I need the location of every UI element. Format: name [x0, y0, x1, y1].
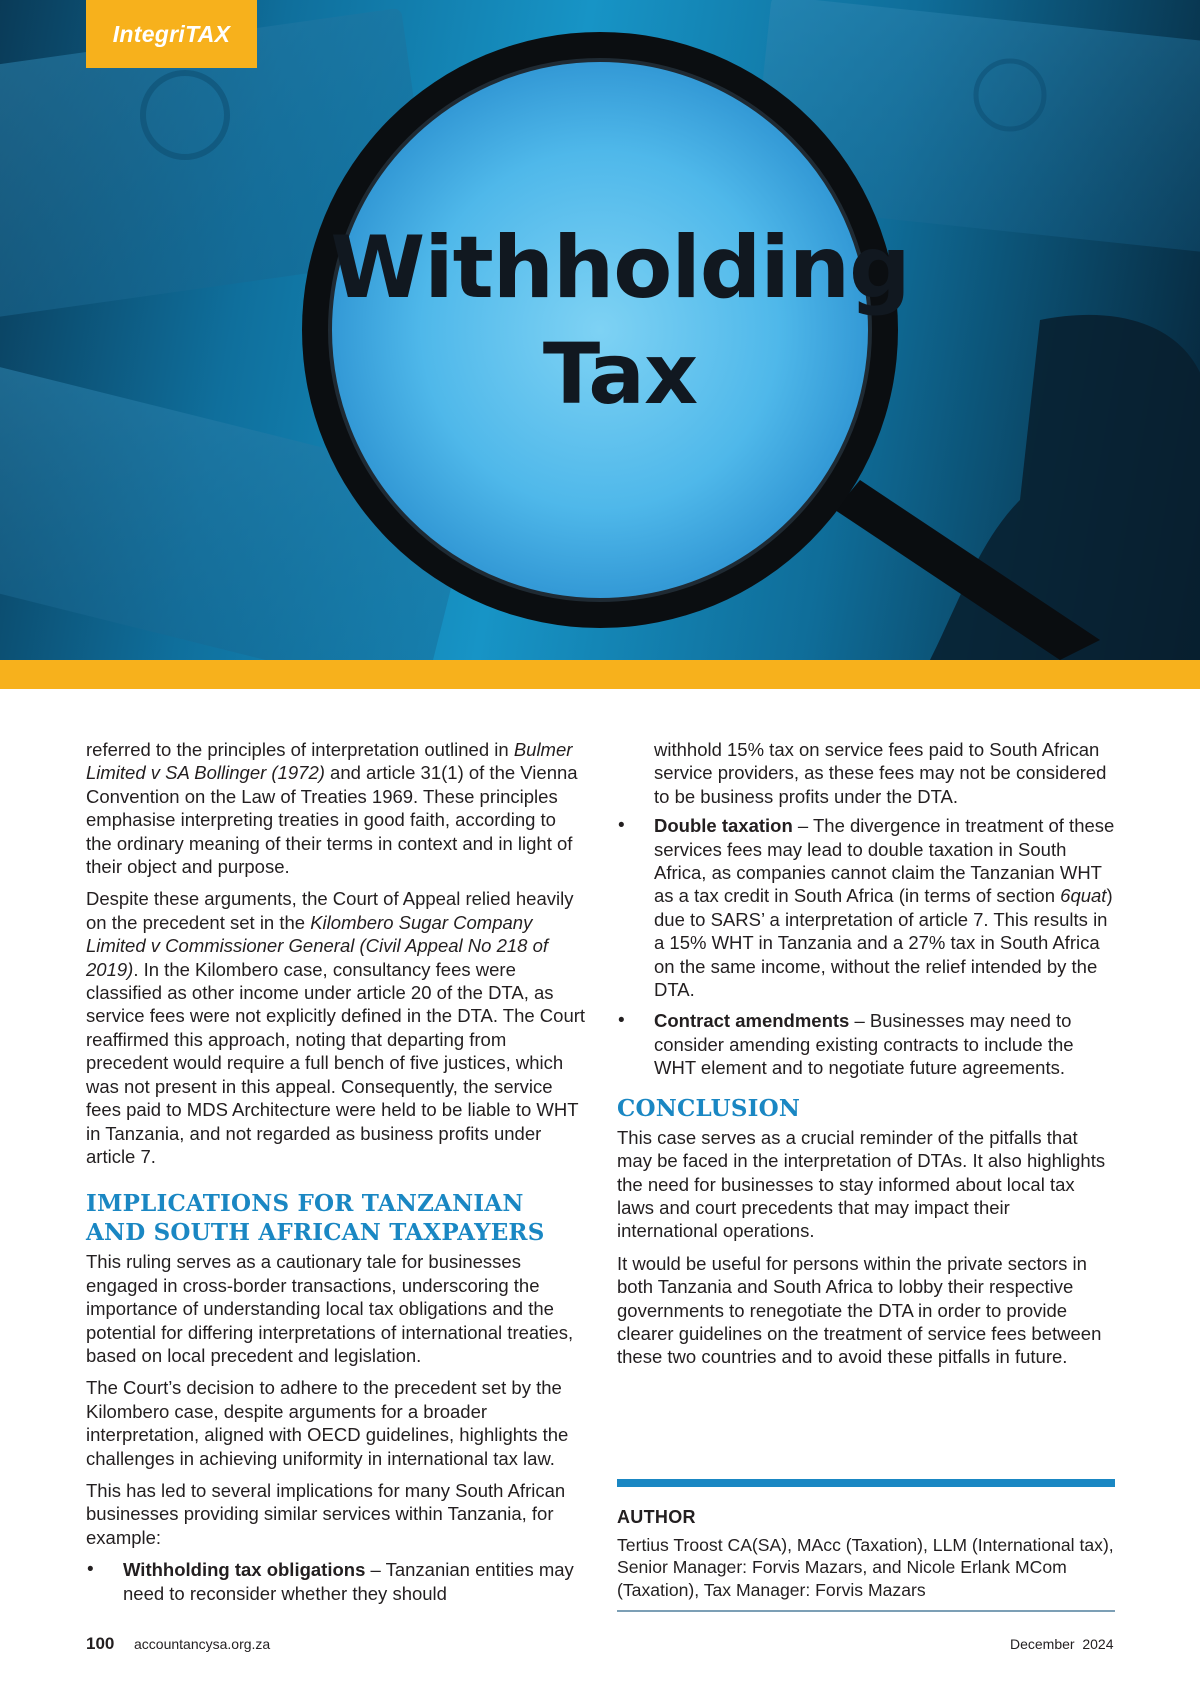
section-heading-implications: IMPLICATIONS FOR TANZANIAN AND SOUTH AFRICAN TAXPAYERS — [86, 1190, 545, 1247]
list-item: • Withholding tax obligations – Tanzanian entities may need to reconsider whether they should — [87, 1559, 574, 1604]
case-citation: Kilombero Sugar Company Limited v Commissioner General (Civil Appeal No 218 of 2019) — [86, 911, 549, 980]
list-item: • Contract amendments – Businesses may need to consider amending existing contracts to include the WHT element and to negotiate future agreements. — [618, 1010, 1074, 1079]
integritax-logo: IntegriTAX — [86, 0, 257, 68]
section-heading-conclusion: CONCLUSION — [617, 1094, 801, 1122]
hero-image — [0, 0, 1200, 660]
paragraph: It would be useful for persons within the private sectors in both Tanzania and South Africa to lobby their respective governments to renegotiate the DTA in order to provide clearer guidelines on the treatment of service fees between these two countries and to avoid these pitfalls in future. — [617, 1252, 1102, 1368]
author-divider-top — [617, 1479, 1115, 1487]
hero-title-line-2: Tax — [542, 324, 698, 423]
hero-title — [300, 218, 940, 423]
issue-date: December 2024 — [1010, 1636, 1114, 1652]
paragraph: referred to the principles of interpretation outlined in Bulmer Limited v SA Bollinger (1972) and article 31(1) of the Vienna Convention on the Law of Treaties 1969. These principles emphasise interpreting treaties in good faith, according to the ordinary meaning of their terms in context and in light of their object and purpose. — [86, 739, 578, 878]
list-item-continuation: withhold 15% tax on service fees paid to South African service providers, as these fees may not be considered to be business profits under the DTA. — [654, 739, 1107, 807]
website-link[interactable]: accountancysa.org.za — [134, 1636, 271, 1652]
implications-list-continued — [617, 814, 1115, 1079]
list-item: • Double taxation – The divergence in treatment of these services fees may lead to double taxation in South Africa, as companies cannot claim the Tanzanian WHT as a tax credit in South Africa (in terms of section 6quat) due to SARS’ a interpretation of article 7. This results in a 15% WHT in Tanzania and a 27% tax in South Africa on the same income, without the relief intended by the DTA. — [618, 815, 1115, 1001]
author-divider-bottom — [617, 1610, 1115, 1612]
left-column — [86, 738, 586, 1613]
bullet-icon: • — [618, 815, 625, 837]
paragraph: This has led to several implications for many South African businesses providing similar services within Tanzania, for example: — [86, 1479, 566, 1548]
implications-list — [86, 1558, 586, 1605]
right-column — [617, 738, 1115, 1378]
case-citation: Bulmer Limited v SA Bollinger (1972) — [86, 739, 573, 784]
paragraph: This ruling serves as a cautionary tale for businesses engaged in cross-border transactions, underscoring the importance of understanding local tax obligations and the potential for differing interpretations of international treaties, based on local precedent and legislation. — [86, 1251, 574, 1366]
paragraph: The Court’s decision to adhere to the precedent set by the Kilombero case, despite arguments for a broader interpretation, aligned with OECD guidelines, highlights the challenges in achieving uniformity in international tax law. — [86, 1377, 569, 1469]
bullet-icon: • — [618, 1010, 625, 1032]
bullet-icon: • — [87, 1559, 94, 1581]
author-bio: Tertius Troost CA(SA), MAcc (Taxation), LLM (International tax), Senior Manager: Forvis Mazars, and Nicole Erlank MCom (Taxation), Tax Manager: Forvis Mazars — [617, 1535, 1114, 1600]
paragraph: Despite these arguments, the Court of Appeal relied heavily on the precedent set in the Kilombero Sugar Company Limited v Commissioner General (Civil Appeal No 218 of 2019). In the Kilombero case, consultancy fees were classified as other income under article 20 of the DTA, as service fees were not explicitly defined in the DTA. The Court reaffirmed this approach, noting that departing from precedent would require a full bench of five justices, which was not present in this appeal. Consequently, the service fees paid to MDS Architecture were held to be liable to WHT in Tanzania, and not regarded as business profits under article 7. — [86, 888, 586, 1167]
hero-title-line-1: Withholding — [330, 218, 910, 318]
paragraph: This case serves as a crucial reminder of the pitfalls that may be faced in the interpretation of DTAs. It also highlights the need for businesses to stay informed about local tax laws and court precedents that may impact their international operations. — [617, 1126, 1106, 1242]
accent-stripe — [0, 660, 1200, 689]
page-number: 100 — [86, 1634, 115, 1653]
author-heading: AUTHOR — [617, 1507, 696, 1527]
